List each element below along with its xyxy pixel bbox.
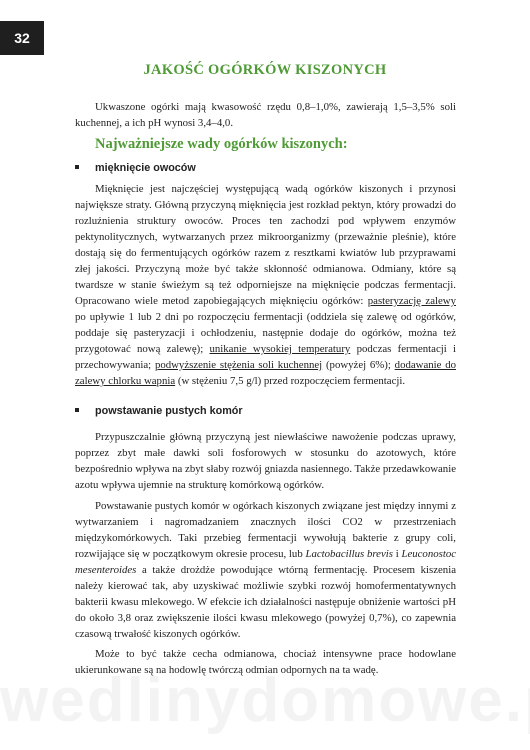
section-heading: Najważniejsze wady ogórków kiszonych:: [95, 136, 348, 152]
bullet-heading-softening: [75, 162, 196, 174]
text-run: i: [395, 548, 399, 560]
page-number: 32: [14, 30, 30, 46]
page-number-tab: [0, 21, 44, 55]
underlined-term: dodawanie do zalewy chlorku wapnia: [75, 359, 457, 387]
hollow-paragraph-2: [75, 498, 456, 642]
text-run: Mięknięcie jest najczęściej występującą wadą ogórków kiszonych i przynosi największe straty. Główną przyczyną mięknięcia jest rozkład pektyn, który prowadzi do rozluźnienia struktury owoców. Proces ten zachodzi pod wpływem enzymów pektynolitycznych, wytwarzanych przez mikroorganizmy (przeważnie pleśnie), które dostają się do fermentujących ogórków razem z resztkami kwiatów lub przyprawami złej jakości. Przyczyną może być także skłonność odmianowa. Odmiany, które są twardsze w stanie świeżym są też odporniejsze na mięknięcie podczas fermentacji. Opracowano wiele metod zapobiegających mięknięciu ogórków:: [75, 183, 456, 307]
hollow-paragraph-1: Przypuszczalnie główną przyczyną jest niewłaściwe nawożenie podczas uprawy, poprzez zbyt małe dawki soli fosforowych w stosunku do azotowych, które bezpośrednio wpływa na zbyt słaby rozwój gniazda nasiennego. Także przedawkowanie azotu wpływa ujemnie na strukturę komórkową ogórków.: [75, 431, 456, 491]
text-run: (powyżej 6%);: [325, 359, 391, 371]
softening-paragraph: [75, 181, 456, 389]
watermark: [0, 665, 530, 736]
underlined-term: pasteryzację zalewy: [367, 295, 456, 307]
page-title: JAKOŚĆ OGÓRKÓW KISZONYCH: [143, 62, 387, 78]
text-run: (w stężeniu 7,5 g/l) przed rozpoczęciem fermentacji.: [177, 375, 406, 387]
text-run: a także drożdże powodujące wtórną fermentację. Procesem kiszenia należy kierować tak, aby uzyskiwać możliwie szybki rozwój homofermentatywnych bakterii kwasu mlekowego. W efekcie ich działalności następuje obniżenie wartości pH do około 3,8 oraz zwiększenie ilości kwasu mlekowego (powyżej 0,7%), co zapewnia czasową trwałość kiszonych ogórków.: [75, 564, 456, 640]
bullet-square-icon: [75, 408, 79, 412]
text-run: Powstawanie pustych komór w ogórkach kiszonych związane jest między innymi z wytwarzaniem i nagromadzaniem znacznych ilości CO2 w przestrzeniach międzykomórkowych. Taki przebieg fermentacji wywołują bakterie z grupy coli, rozwijające się w początkowym okresie procesu, lub: [75, 500, 456, 560]
species-name: Lactobacillus brevis: [305, 548, 393, 560]
text-run: podczas fermentacji i przechowywania;: [75, 343, 457, 371]
species-name: Leuconostoc mesenteroides: [75, 548, 457, 576]
hollow-paragraph-3: Może to być także cecha odmianowa, chociaż intensywne prace hodowlane ukierunkowane są na hodowlę twórczą odmian odpornych na ta wadę.: [75, 648, 456, 676]
bullet-square-icon: [75, 165, 79, 169]
underlined-term: unikanie wysokiej temperatury: [209, 343, 351, 355]
text-run: po upływie 1 lub 2 dni po rozpoczęciu fermentacji (oddziela się zalewę od ogórków, poddaje się pasteryzacji i ochłodzeniu, następnie dodaje do ogórków, można też przygotować nową zalewę);: [75, 311, 456, 355]
bullet-heading-label: powstawanie pustych komór: [95, 405, 243, 417]
bullet-heading-label: mięknięcie owoców: [95, 162, 196, 174]
bullet-heading-hollow: [75, 405, 243, 417]
intro-paragraph: Ukwaszone ogórki mają kwasowość rzędu 0,8–1,0%, zawierają 1,5–3,5% soli kuchennej, a ich pH wynosi 3,4–4,0.: [75, 101, 456, 129]
underlined-term: podwyższenie stężenia soli kuchennej: [154, 359, 323, 371]
